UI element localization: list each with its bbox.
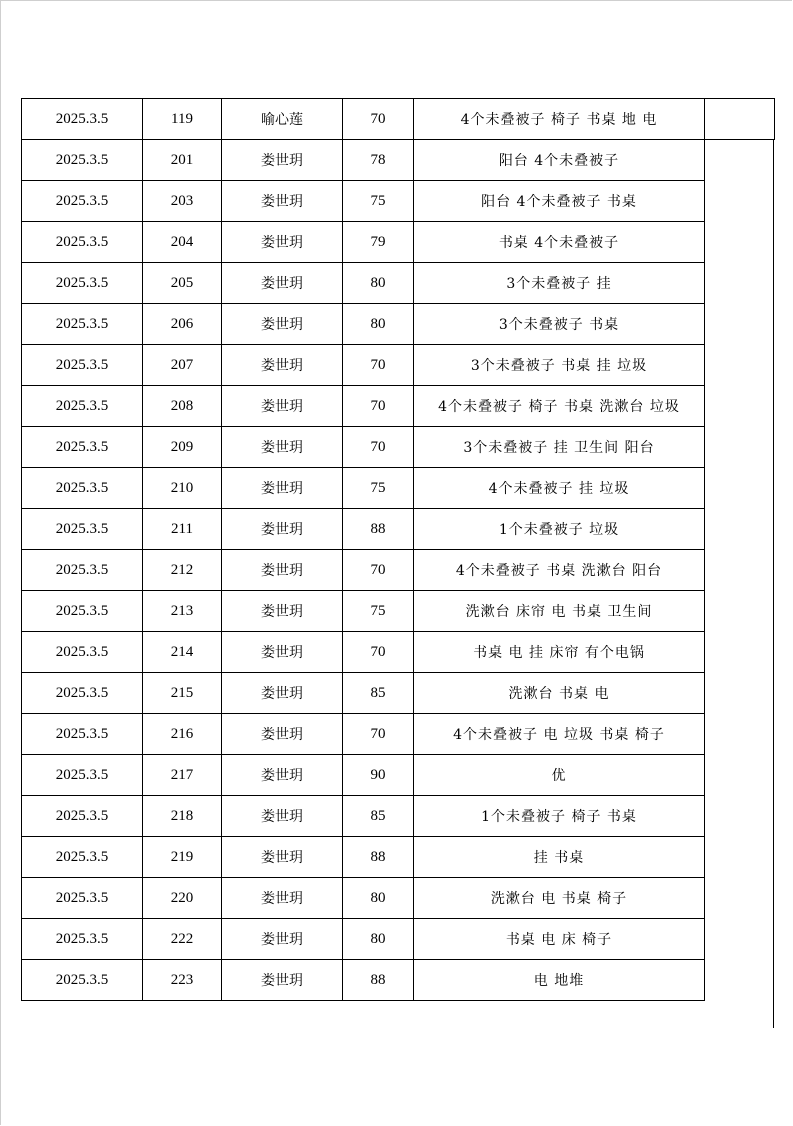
cell-inspector: 娄世玥 (222, 837, 343, 878)
cell-notes: 书桌 电 挂 床帘 有个电锅 (414, 632, 705, 673)
cell-notes: 4个未叠被子 电 垃圾 书桌 椅子 (414, 714, 705, 755)
cell-notes: 3个未叠被子 书桌 挂 垃圾 (414, 345, 705, 386)
cell-room: 213 (143, 591, 222, 632)
cell-notes: 3个未叠被子 书桌 (414, 304, 705, 345)
cell-inspector: 娄世玥 (222, 181, 343, 222)
cell-score: 70 (343, 632, 414, 673)
cell-date: 2025.3.5 (22, 345, 143, 386)
cell-inspector: 娄世玥 (222, 345, 343, 386)
cell-notes: 3个未叠被子 挂 卫生间 阳台 (414, 427, 705, 468)
table-row (22, 427, 775, 468)
cell-score: 79 (343, 222, 414, 263)
cell-score: 85 (343, 796, 414, 837)
cell-room: 223 (143, 960, 222, 1001)
cell-score: 75 (343, 181, 414, 222)
cell-date: 2025.3.5 (22, 796, 143, 837)
cell-room: 220 (143, 878, 222, 919)
cell-inspector: 娄世玥 (222, 304, 343, 345)
cell-date: 2025.3.5 (22, 99, 143, 140)
cell-room: 211 (143, 509, 222, 550)
cell-date: 2025.3.5 (22, 591, 143, 632)
cell-inspector: 娄世玥 (222, 919, 343, 960)
table-row (22, 140, 775, 181)
cell-room: 219 (143, 837, 222, 878)
table-row (22, 591, 775, 632)
cell-date: 2025.3.5 (22, 304, 143, 345)
cell-score: 88 (343, 837, 414, 878)
cell-score: 80 (343, 878, 414, 919)
table-row (22, 509, 775, 550)
table-row (22, 345, 775, 386)
cell-score: 80 (343, 919, 414, 960)
cell-inspector: 娄世玥 (222, 878, 343, 919)
cell-room: 214 (143, 632, 222, 673)
cell-inspector: 娄世玥 (222, 427, 343, 468)
cell-score: 70 (343, 99, 414, 140)
cell-notes: 洗漱台 床帘 电 书桌 卫生间 (414, 591, 705, 632)
cell-room: 210 (143, 468, 222, 509)
cell-score: 75 (343, 468, 414, 509)
cell-date: 2025.3.5 (22, 714, 143, 755)
cell-score: 75 (343, 591, 414, 632)
cell-date: 2025.3.5 (22, 878, 143, 919)
cell-notes: 书桌 4个未叠被子 (414, 222, 705, 263)
cell-date: 2025.3.5 (22, 509, 143, 550)
cell-inspector: 娄世玥 (222, 263, 343, 304)
cell-inspector: 娄世玥 (222, 386, 343, 427)
cell-date: 2025.3.5 (22, 263, 143, 304)
cell-inspector: 娄世玥 (222, 140, 343, 181)
table-row (22, 919, 775, 960)
cell-room: 209 (143, 427, 222, 468)
cell-date: 2025.3.5 (22, 222, 143, 263)
cell-score: 78 (343, 140, 414, 181)
cell-score: 70 (343, 345, 414, 386)
cell-room: 119 (143, 99, 222, 140)
table-row (22, 468, 775, 509)
table-row (22, 632, 775, 673)
cell-inspector: 娄世玥 (222, 468, 343, 509)
cell-notes: 洗漱台 书桌 电 (414, 673, 705, 714)
table-row (22, 386, 775, 427)
cell-date: 2025.3.5 (22, 755, 143, 796)
cell-inspector: 娄世玥 (222, 960, 343, 1001)
cell-inspector: 喻心莲 (222, 99, 343, 140)
table-row (22, 222, 775, 263)
cell-score: 88 (343, 960, 414, 1001)
table-row (22, 960, 775, 1001)
cell-score: 80 (343, 263, 414, 304)
cell-room: 217 (143, 755, 222, 796)
table-row (22, 878, 775, 919)
cell-score: 70 (343, 386, 414, 427)
cell-score: 90 (343, 755, 414, 796)
cell-date: 2025.3.5 (22, 386, 143, 427)
cell-room: 218 (143, 796, 222, 837)
cell-notes: 3个未叠被子 挂 (414, 263, 705, 304)
table-row (22, 673, 775, 714)
cell-notes: 优 (414, 755, 705, 796)
cell-date: 2025.3.5 (22, 427, 143, 468)
cell-room: 208 (143, 386, 222, 427)
cell-date: 2025.3.5 (22, 673, 143, 714)
cell-score: 70 (343, 550, 414, 591)
cell-extra (705, 99, 775, 140)
cell-date: 2025.3.5 (22, 632, 143, 673)
cell-inspector: 娄世玥 (222, 222, 343, 263)
table-row (22, 304, 775, 345)
cell-inspector: 娄世玥 (222, 714, 343, 755)
table-row (22, 796, 775, 837)
cell-date: 2025.3.5 (22, 837, 143, 878)
cell-inspector: 娄世玥 (222, 796, 343, 837)
cell-notes: 1个未叠被子 椅子 书桌 (414, 796, 705, 837)
cell-score: 70 (343, 427, 414, 468)
table-row (22, 755, 775, 796)
cell-notes: 1个未叠被子 垃圾 (414, 509, 705, 550)
cell-score: 70 (343, 714, 414, 755)
cell-room: 206 (143, 304, 222, 345)
cell-room: 212 (143, 550, 222, 591)
table-row (22, 714, 775, 755)
cell-notes: 书桌 电 床 椅子 (414, 919, 705, 960)
cell-inspector: 娄世玥 (222, 632, 343, 673)
cell-room: 204 (143, 222, 222, 263)
cell-notes: 挂 书桌 (414, 837, 705, 878)
cell-date: 2025.3.5 (22, 960, 143, 1001)
cell-notes: 4个未叠被子 椅子 书桌 地 电 (414, 99, 705, 140)
dorm-inspection-table (21, 98, 775, 1001)
cell-notes: 阳台 4个未叠被子 书桌 (414, 181, 705, 222)
table-body (22, 99, 775, 1001)
cell-notes: 4个未叠被子 椅子 书桌 洗漱台 垃圾 (414, 386, 705, 427)
table-row (22, 181, 775, 222)
cell-notes: 4个未叠被子 挂 垃圾 (414, 468, 705, 509)
table-row (22, 837, 775, 878)
cell-inspector: 娄世玥 (222, 591, 343, 632)
cell-notes: 洗漱台 电 书桌 椅子 (414, 878, 705, 919)
cell-room: 207 (143, 345, 222, 386)
cell-score: 85 (343, 673, 414, 714)
table-row (22, 263, 775, 304)
cell-date: 2025.3.5 (22, 550, 143, 591)
cell-score: 80 (343, 304, 414, 345)
table-row (22, 550, 775, 591)
cell-score: 88 (343, 509, 414, 550)
cell-date: 2025.3.5 (22, 140, 143, 181)
cell-room: 215 (143, 673, 222, 714)
cell-room: 201 (143, 140, 222, 181)
cell-room: 222 (143, 919, 222, 960)
right-guide-line (773, 140, 774, 1028)
cell-inspector: 娄世玥 (222, 673, 343, 714)
cell-room: 203 (143, 181, 222, 222)
cell-inspector: 娄世玥 (222, 509, 343, 550)
cell-date: 2025.3.5 (22, 468, 143, 509)
cell-inspector: 娄世玥 (222, 755, 343, 796)
cell-date: 2025.3.5 (22, 919, 143, 960)
cell-date: 2025.3.5 (22, 181, 143, 222)
cell-room: 216 (143, 714, 222, 755)
cell-notes: 4个未叠被子 书桌 洗漱台 阳台 (414, 550, 705, 591)
table-row (22, 99, 775, 140)
cell-inspector: 娄世玥 (222, 550, 343, 591)
cell-notes: 电 地堆 (414, 960, 705, 1001)
cell-room: 205 (143, 263, 222, 304)
cell-notes: 阳台 4个未叠被子 (414, 140, 705, 181)
